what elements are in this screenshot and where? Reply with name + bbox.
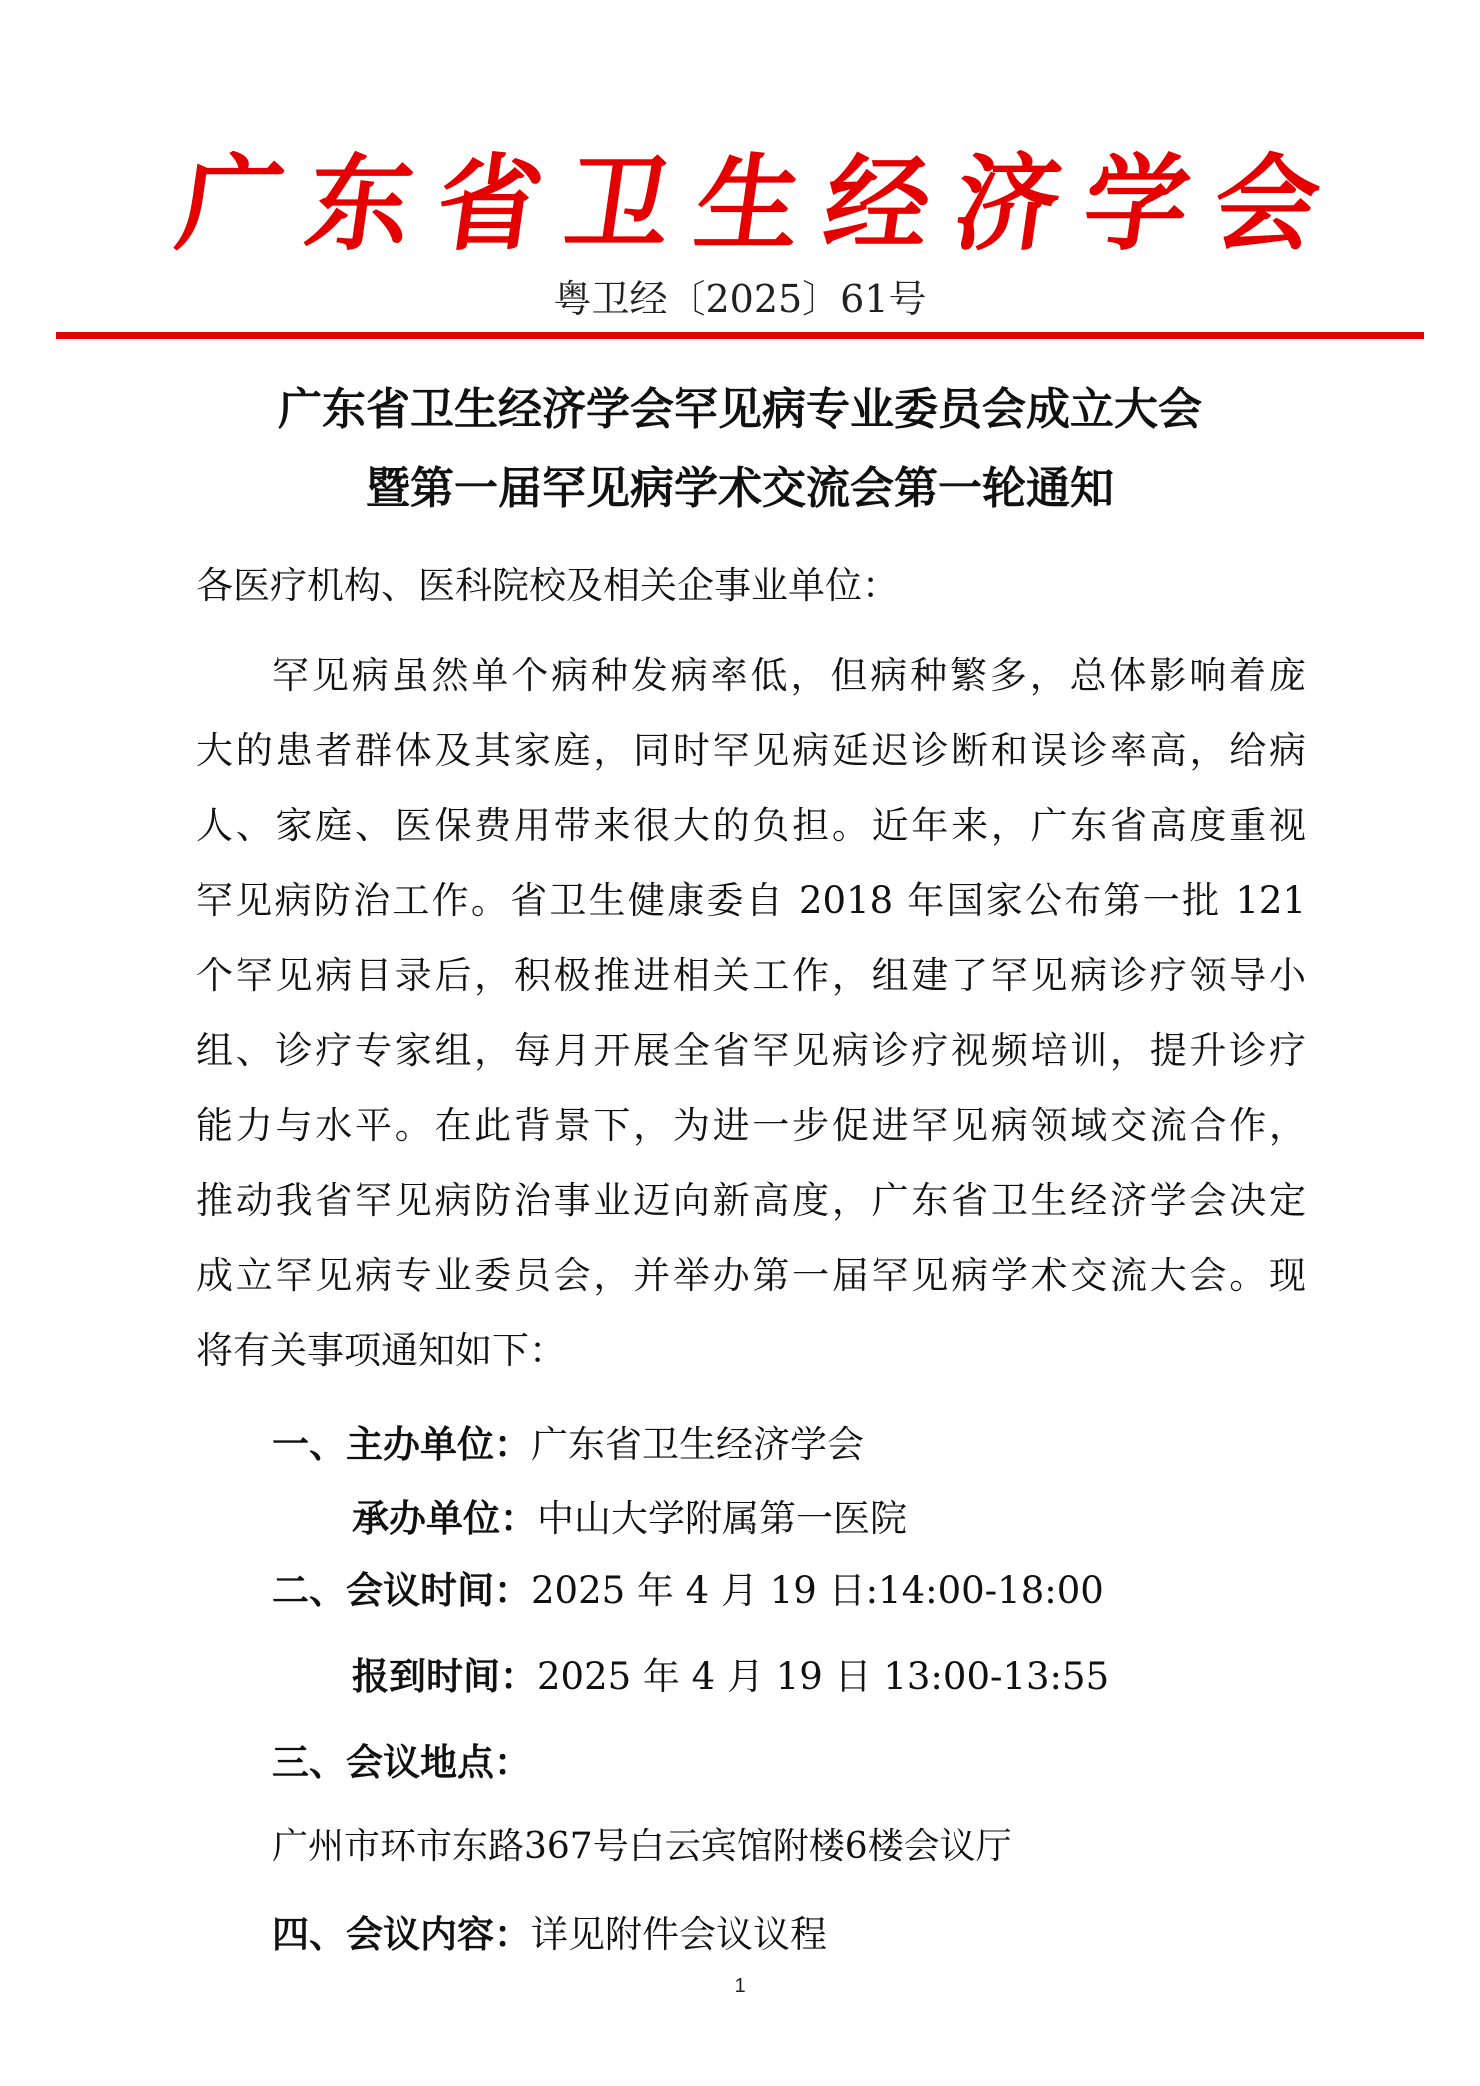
venue-label: 三、会议地点： bbox=[272, 1741, 531, 1784]
meeting-time-item bbox=[272, 1560, 1104, 1614]
body-line: 组、诊疗专家组，每月开展全省罕见病诊疗视频培训，提升诊疗 bbox=[196, 1029, 1306, 1072]
salutation: 各医疗机构、医科院校及相关企事业单位： bbox=[196, 564, 899, 607]
body-line: 罕见病虽然单个病种发病率低，但病种繁多，总体影响着庞 bbox=[272, 654, 1306, 697]
letterhead-char: 卫 bbox=[558, 142, 680, 265]
letterhead-char: 济 bbox=[947, 142, 1069, 265]
letterhead-char: 省 bbox=[429, 142, 551, 265]
organization-letterhead bbox=[170, 135, 1328, 265]
letterhead-char: 东 bbox=[299, 142, 421, 265]
letterhead-char: 经 bbox=[817, 142, 939, 265]
letterhead-char: 学 bbox=[1076, 142, 1198, 265]
organizer-label: 一、主办单位： bbox=[272, 1423, 531, 1466]
body-paragraph bbox=[196, 638, 1306, 1388]
body-line: 罕见病防治工作。省卫生健康委自 2018 年国家公布第一批 121 bbox=[196, 879, 1306, 922]
letterhead-char: 生 bbox=[688, 142, 810, 265]
letterhead-char: 会 bbox=[1206, 142, 1328, 265]
meeting-time-value: 2025 年 4 月 19 日:14:00-18:00 bbox=[531, 1569, 1104, 1612]
red-divider-line bbox=[56, 332, 1424, 339]
venue-address: 广州市环市东路367号白云宾馆附楼6楼会议厅 bbox=[272, 1826, 1012, 1867]
organizer-value: 广东省卫生经济学会 bbox=[531, 1423, 864, 1466]
co-organizer-label: 承办单位： bbox=[352, 1497, 537, 1540]
checkin-time-label: 报到时间： bbox=[352, 1655, 537, 1698]
content-item bbox=[272, 1904, 827, 1958]
body-line: 推动我省罕见病防治事业迈向新高度，广东省卫生经济学会决定 bbox=[196, 1179, 1306, 1222]
venue-item bbox=[272, 1732, 531, 1786]
body-line: 大的患者群体及其家庭，同时罕见病延迟诊断和误诊率高，给病 bbox=[196, 729, 1306, 772]
letterhead-char: 广 bbox=[170, 142, 292, 265]
content-value: 详见附件会议议程 bbox=[531, 1913, 827, 1956]
body-line: 人、家庭、医保费用带来很大的负担。近年来，广东省高度重视 bbox=[196, 804, 1306, 847]
body-line: 个罕见病目录后，积极推进相关工作，组建了罕见病诊疗领导小 bbox=[196, 954, 1306, 997]
organizer-item bbox=[272, 1414, 864, 1468]
document-number: 粤卫经〔2025〕61号 bbox=[553, 277, 927, 321]
body-line: 能力与水平。在此背景下，为进一步促进罕见病领域交流合作， bbox=[196, 1104, 1306, 1147]
notice-title-line-1: 广东省卫生经济学会罕见病专业委员会成立大会 bbox=[278, 384, 1202, 435]
body-line: 成立罕见病专业委员会，并举办第一届罕见病学术交流大会。现 bbox=[196, 1254, 1306, 1297]
meeting-time-label: 二、会议时间： bbox=[272, 1569, 531, 1612]
body-line: 将有关事项通知如下： bbox=[196, 1329, 566, 1372]
checkin-time-item bbox=[352, 1646, 1109, 1700]
checkin-time-value: 2025 年 4 月 19 日 13:00-13:55 bbox=[537, 1655, 1110, 1698]
notice-title-line-2: 暨第一届罕见病学术交流会第一轮通知 bbox=[366, 463, 1114, 514]
page-number: 1 bbox=[734, 1975, 746, 1997]
content-label: 四、会议内容： bbox=[272, 1913, 531, 1956]
co-organizer-item bbox=[352, 1488, 907, 1542]
co-organizer-value: 中山大学附属第一医院 bbox=[537, 1497, 907, 1540]
